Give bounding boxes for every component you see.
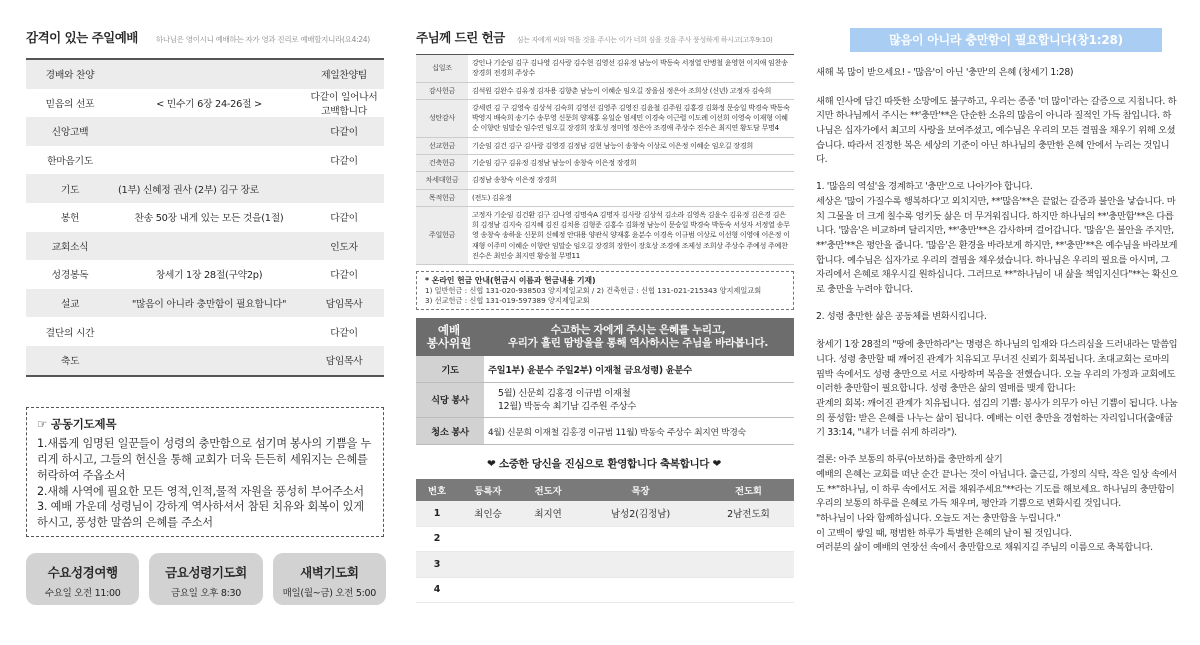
cell bbox=[703, 577, 794, 603]
table-row bbox=[416, 356, 794, 383]
servant-role: 청소 봉사 bbox=[416, 418, 484, 445]
table-row bbox=[416, 501, 794, 526]
servant-names: 4월) 신문희 이재철 김홍경 이규범 11월) 박동숙 주상수 최지연 박경숙 bbox=[484, 418, 794, 445]
order-content: < 민수기 6장 24-26절 > bbox=[156, 98, 262, 110]
order-leader: 다같이 bbox=[330, 327, 358, 339]
servants-title bbox=[416, 324, 482, 350]
order-content bbox=[114, 146, 304, 175]
meeting-card bbox=[26, 553, 139, 605]
servant-names: 주일1부) 윤분수 주일2부) 이재철 금요성령) 윤분수 bbox=[484, 356, 794, 383]
cell: 4 bbox=[416, 577, 458, 603]
order-leader: 다같이 일어나서 고백합니다 bbox=[310, 91, 378, 117]
sermon-paragraph: 새해 복 많이 받으세요! - '많음'이 아닌 '충만'의 은혜 (창세기 1:28) bbox=[816, 67, 1074, 78]
servant-names-line: 12월) 박동숙 최기남 김주원 주상수 bbox=[498, 401, 637, 413]
table-row bbox=[26, 289, 384, 318]
cell bbox=[578, 577, 703, 603]
meeting-name: 수요성경여행 bbox=[47, 564, 118, 580]
table-row bbox=[26, 346, 384, 376]
meeting-time: 금요일 오후 8:30 bbox=[171, 587, 241, 599]
welcome-title: ❤ 소중한 당신을 진심으로 환영합니다 축복합니다 ❤ bbox=[487, 458, 721, 471]
cell bbox=[518, 526, 578, 552]
order-item: 믿음의 선포 bbox=[45, 98, 95, 110]
offering-header bbox=[416, 28, 792, 46]
offering-names: 기순임 김구 김유정 김정남 남능이 송창숙 이은정 장경희 bbox=[468, 154, 794, 171]
order-leader: 다같이 bbox=[330, 156, 358, 168]
offering-type: 선교헌금 bbox=[416, 137, 468, 154]
prayer-item: 2.새해 사역에 필요한 모든 영적,인적,물적 자원을 풍성히 부어주소서 bbox=[37, 484, 364, 498]
offering-names: 김석원 김완수 김유정 김자용 김향춘 남능이 이혜순 임오길 장을심 정은아 조희상 (신년) 고정자 김숙희 bbox=[468, 82, 794, 99]
table-row bbox=[416, 172, 794, 189]
meeting-name: 금요성령기도회 bbox=[165, 564, 247, 580]
table-header-row bbox=[416, 479, 794, 501]
order-item: 교회소식 bbox=[26, 232, 114, 261]
offering-type: 감사헌금 bbox=[416, 82, 468, 99]
offering-names: 강세련 김 구 김영숙 김상석 김숙희 김영선 김영주 김영진 김윤철 김주원 김홍경 김화정 문승일 박경숙 박동숙 박영지 배숙희 송기수 송무영 신문희 양재홍 유일순 엄세민 이경숙 이근렬 이도례 이선희 이영숙 이재형 이혜순 이향란 임말순 임수연 임오길 장경희 장호성 정미영 정은아 조경애 주상수 진수은 최지연 황도담 무명4 bbox=[468, 99, 794, 137]
servant-role: 식당 봉사 bbox=[416, 383, 484, 418]
offering-type: 차세대헌금 bbox=[416, 172, 468, 189]
table-row bbox=[416, 55, 794, 83]
column-header: 목장 bbox=[578, 479, 703, 501]
meeting-card bbox=[273, 553, 386, 605]
prayer-title: ☞ 공동기도제목 bbox=[37, 416, 117, 431]
online-offering-line: 1) 일반헌금 : 신협 131-020-938503 양지제일교회 / 2) 건축헌금 : 신협 131-021-215343 양지제일교회 bbox=[425, 286, 762, 296]
table-row bbox=[416, 526, 794, 552]
column-header: 번호 bbox=[416, 479, 458, 501]
meetings-row bbox=[26, 553, 386, 605]
order-leader: 다같이 bbox=[304, 117, 384, 146]
cell: 최인승 bbox=[458, 501, 518, 526]
meeting-card bbox=[149, 553, 262, 605]
servants-message-line: 수고하는 자에게 주시는 은혜를 누리고, bbox=[550, 323, 726, 336]
online-offering-line: 3) 선교헌금 : 신협 131-019-597389 양지제일교회 bbox=[425, 295, 590, 305]
newcomer-table bbox=[416, 479, 794, 603]
table-row bbox=[26, 203, 384, 232]
prayer-item: 3. 예배 가운데 성령님이 강하게 역사하셔서 참된 치유와 회복이 있게 하시고, 풍성한 말씀의 은혜를 주소서 bbox=[37, 500, 364, 530]
servants-section bbox=[416, 318, 794, 445]
servants-header bbox=[416, 318, 794, 356]
table-row bbox=[416, 418, 794, 445]
order-leader: 제일찬양팀 bbox=[304, 59, 384, 89]
table-row bbox=[416, 189, 794, 206]
sermon-body bbox=[816, 66, 1178, 556]
cell bbox=[518, 577, 578, 603]
offering-type: 성탄감사 bbox=[416, 99, 468, 137]
order-content: "많음이 아니라 충만함이 필요합니다" bbox=[114, 289, 304, 318]
worship-verse: 하나님은 영이시니 예배하는 자가 영과 진리로 예배할지니라(요4:24) bbox=[155, 35, 370, 44]
servants-message-line: 우리가 흘린 땀방울을 통해 역사하시는 주님을 바라봅니다. bbox=[507, 337, 769, 350]
table-row bbox=[26, 174, 384, 203]
order-item: 성경봉독 bbox=[51, 270, 89, 282]
worship-order-table bbox=[26, 58, 384, 377]
servants-table bbox=[416, 356, 794, 445]
offering-type: 건축헌금 bbox=[416, 154, 468, 171]
sermon-banner: 많음이 아니라 충만함이 필요합니다(창1:28) bbox=[850, 28, 1162, 52]
offering-type: 목적헌금 bbox=[416, 189, 468, 206]
cell bbox=[458, 526, 518, 552]
servants-title-line: 봉사위원 bbox=[426, 336, 472, 351]
cell bbox=[578, 526, 703, 552]
order-item: 설교 bbox=[26, 289, 114, 318]
cell: 최지연 bbox=[518, 501, 578, 526]
table-row bbox=[416, 99, 794, 137]
servant-names bbox=[484, 383, 794, 418]
cell: 1 bbox=[416, 501, 458, 526]
table-row bbox=[26, 59, 384, 89]
cell bbox=[703, 526, 794, 552]
order-leader bbox=[304, 174, 384, 203]
order-leader: 담임목사 bbox=[304, 346, 384, 376]
order-item: 기도 bbox=[26, 174, 114, 203]
sermon-panel bbox=[800, 0, 1200, 645]
order-content: 창세기 1장 28절(구약2p) bbox=[155, 270, 263, 282]
order-leader: 다같이 bbox=[330, 213, 358, 225]
order-item: 결단의 시간 bbox=[45, 327, 95, 339]
sermon-paragraph: 새해 인사에 담긴 따뜻한 소망에도 불구하고, 우리는 종종 '더 많이'라는 갈증으로 지칩니다. 하지만 하나님께서 주시는 **'충만'**은 단순한 소유의 많음이 아니라 질적인 가득 참입니다. 하나님은 십자가에서 최고의 사랑을 보여주셨고, 예수님은 우리의 모든 결핍을 채우기 위해 오셨습니다. 따라서 진정한 복은 세상의 기준이 아닌 하나님의 충만한 은혜 안에서 누리는 것입니다. bbox=[816, 95, 1177, 166]
table-row bbox=[416, 552, 794, 578]
column-header: 전도회 bbox=[703, 479, 794, 501]
column-header: 등록자 bbox=[458, 479, 518, 501]
column-header: 전도자 bbox=[518, 479, 578, 501]
table-row bbox=[26, 232, 384, 261]
table-row bbox=[416, 137, 794, 154]
offering-title: 주님께 드린 헌금 bbox=[416, 30, 505, 45]
order-leader: 인도자 bbox=[304, 232, 384, 261]
cell: 2남전도회 bbox=[703, 501, 794, 526]
offering-names: (전도) 김유정 bbox=[468, 189, 794, 206]
offering-type: 십일조 bbox=[416, 55, 468, 83]
servant-names-line: 5월) 신문희 김홍경 이규범 이재철 bbox=[498, 388, 631, 400]
sermon-paragraph: 2. 성령 충만한 삶은 공동체를 변화시킵니다. bbox=[816, 310, 987, 322]
order-content bbox=[114, 117, 304, 146]
order-content: (1부) 신혜정 권사 (2부) 김구 장로 bbox=[114, 174, 304, 203]
cell bbox=[518, 552, 578, 578]
offering-names: 고정자 기순임 김건환 김구 김나영 김명숙A 김명자 김사랑 김상석 김소라 김영옥 김윤수 김유정 김은경 김은희 김정남 김지숙 김지혜 김진 김치용 김형준 김홍수 김화정 남능이 문승일 박경숙 박동숙 서성자 서정열 송무영 송창숙 송하윤 신문희 신혜정 안대용 양관식 양재홍 윤분수 이경옥 이규범 이상로 이선형 이영애 이은정 이재형 이주미 이혜순 이향란 임말순 임오길 장경희 장한이 장호상 조경애 조제성 조희상 주상수 주예성 주예찬 진수은 최인승 최지연 황승철 무명11 bbox=[468, 206, 794, 264]
worship-title: 감격이 있는 주일예배 bbox=[26, 30, 138, 45]
cell: 남성2(김정남) bbox=[578, 501, 703, 526]
order-item: 신앙고백 bbox=[26, 117, 114, 146]
cell bbox=[458, 552, 518, 578]
table-row bbox=[416, 577, 794, 603]
worship-header bbox=[26, 28, 386, 46]
order-content bbox=[114, 59, 304, 89]
table-row bbox=[416, 206, 794, 264]
offering-type: 주일헌금 bbox=[416, 206, 468, 264]
servants-message bbox=[482, 324, 794, 350]
prayer-box bbox=[26, 407, 384, 537]
cell: 3 bbox=[416, 552, 458, 578]
online-offering-info bbox=[416, 271, 794, 310]
cell bbox=[703, 552, 794, 578]
worship-panel bbox=[0, 0, 400, 645]
offering-panel bbox=[400, 0, 800, 645]
offering-names: 강인나 기순임 김구 김나영 김사랑 김수현 김영선 김유정 남능이 박동숙 서정열 안병철 윤영현 이지애 임찬송 장경희 전경희 주상수 bbox=[468, 55, 794, 83]
servant-role: 기도 bbox=[416, 356, 484, 383]
order-item: 경배와 찬양 bbox=[26, 59, 114, 89]
cell bbox=[458, 577, 518, 603]
cell: 2 bbox=[416, 526, 458, 552]
order-leader: 다같이 bbox=[330, 270, 358, 282]
table-row bbox=[416, 82, 794, 99]
meeting-time: 매일(월~금) 오전 5:00 bbox=[282, 587, 376, 599]
cell bbox=[578, 552, 703, 578]
table-row bbox=[416, 383, 794, 418]
table-row bbox=[26, 117, 384, 146]
order-content bbox=[114, 232, 304, 261]
sermon-paragraph: 창세기 1장 28절의 "땅에 충만하라"는 명령은 하나님의 임재와 다스리심을 드러내라는 말씀입니다. 성령 충만할 때 깨어진 관계가 치유되고 무너진 신뢰가 회복됩니다. 초대교회는 로마의 핍박 속에서도 성령 충만으로 서로 사랑하며 복음을 전했습니다. 오늘 우리의 가정과 교회에도 이러한 충만함이 필요합니다. 성령 충만은 삶의 열매를 맺게 합니다: 관계의 회복: 깨어진 관계가 치유됩니다. 섬김의 기쁨: 봉사가 의무가 아닌 기쁨이 됩니다. 나눔의 풍성함: 받은 은혜를 나누는 삶이 됩니다. 예배는 이런 충만을 경험하는 자리입니다(출애굽기 33:14, "내가 너를 쉬게 하리라"). bbox=[816, 339, 1178, 439]
sermon-paragraph: 결론: 아주 보통의 하루(아보하)를 충만하게 살기 예배의 은혜는 교회를 떠난 순간 끝나는 것이 아닙니다. 출근길, 가정의 식탁, 작은 일상 속에서도 **"하나님, 이 하루 속에서도 저를 채워주세요"**라는 기도를 해보세요. 하나님의 충만함이 우리의 보통의 하루를 은혜로 가득 채우며, 평안과 기쁨으로 변화시킬 것입니다. "하나님이 나와 함께하십니다. 오늘도 저는 충만함을 누립니다." 이 고백이 쌓일 때, 평범한 하루가 특별한 은혜의 날이 될 것입니다. 여러분의 삶이 예배의 연장선 속에서 충만함으로 채워지길 주님의 이름으로 축복합니다. bbox=[816, 454, 1178, 554]
meeting-name: 새벽기도회 bbox=[300, 564, 359, 580]
table-row bbox=[26, 260, 384, 289]
order-content: 찬송 50장 내게 있는 모든 것을(1절) bbox=[134, 213, 284, 225]
order-content bbox=[114, 317, 304, 346]
table-row bbox=[416, 154, 794, 171]
meeting-time: 수요일 오전 11:00 bbox=[44, 587, 121, 599]
servants-title-line: 예배 bbox=[437, 322, 461, 337]
order-leader: 담임목사 bbox=[304, 289, 384, 318]
table-row bbox=[26, 89, 384, 118]
offering-names: 김정남 송창숙 이은정 장경희 bbox=[468, 172, 794, 189]
table-row bbox=[26, 146, 384, 175]
order-item: 축도 bbox=[26, 346, 114, 376]
online-offering-title: * 온라인 헌금 안내(헌금시 이름과 헌금내용 기재) bbox=[425, 276, 596, 286]
sermon-paragraph: 1. '많음의 역설'을 경계하고 '충만'으로 나아가야 합니다. 세상은 '많이 가질수록 행복하다'고 외치지만, **'많음'**은 끝없는 갈증과 불안을 낳습니다. 마치 그물을 더 크게 칠수록 엉키듯 삶은 더 무거워집니다. 하지만 하나님의 **'충만함'**은 다릅니다. '많음'은 비교하며 달리지만, **'충만'**은 감사하며 걸어갑니다. '많음'은 불안을 주지만, **'충만'**은 평안을 줍니다. '많음'은 환경을 바라보게 하지만, **'충만'**은 예수님을 바라보게 합니다. 예수님은 십자가로 우리의 결핍을 채우셨습니다. 하나님은 우리의 필요를 아시며, 그 자리에서 은혜로 채우시길 원하십니다. 그러므로 **"하나님이 내 삶을 책임지신다"**는 확신으로 충만을 누려야 합니다. bbox=[816, 181, 1178, 295]
offering-table bbox=[416, 54, 794, 265]
order-content bbox=[114, 346, 304, 376]
offering-names: 기순임 김건 김구 김사랑 김영경 김정남 김현 남능이 송창숙 이상로 이은정 이혜순 임오길 장경희 bbox=[468, 137, 794, 154]
table-row bbox=[26, 317, 384, 346]
order-item: 한마음기도 bbox=[47, 156, 93, 168]
offering-verse: 심는 자에게 씨와 먹을 것을 주시는 이가 너희 심을 것을 주사 풍성하게 하시고(고후9:10) bbox=[516, 36, 773, 44]
prayer-item: 1.새롭게 임명된 일꾼들이 성령의 충만함으로 섬기며 봉사의 기쁨을 누리게 하시고, 그들의 헌신을 통해 교회가 더욱 든든히 세워지는 은혜를 허락하여 주옵소서 bbox=[37, 436, 372, 482]
order-item: 봉헌 bbox=[60, 213, 80, 225]
